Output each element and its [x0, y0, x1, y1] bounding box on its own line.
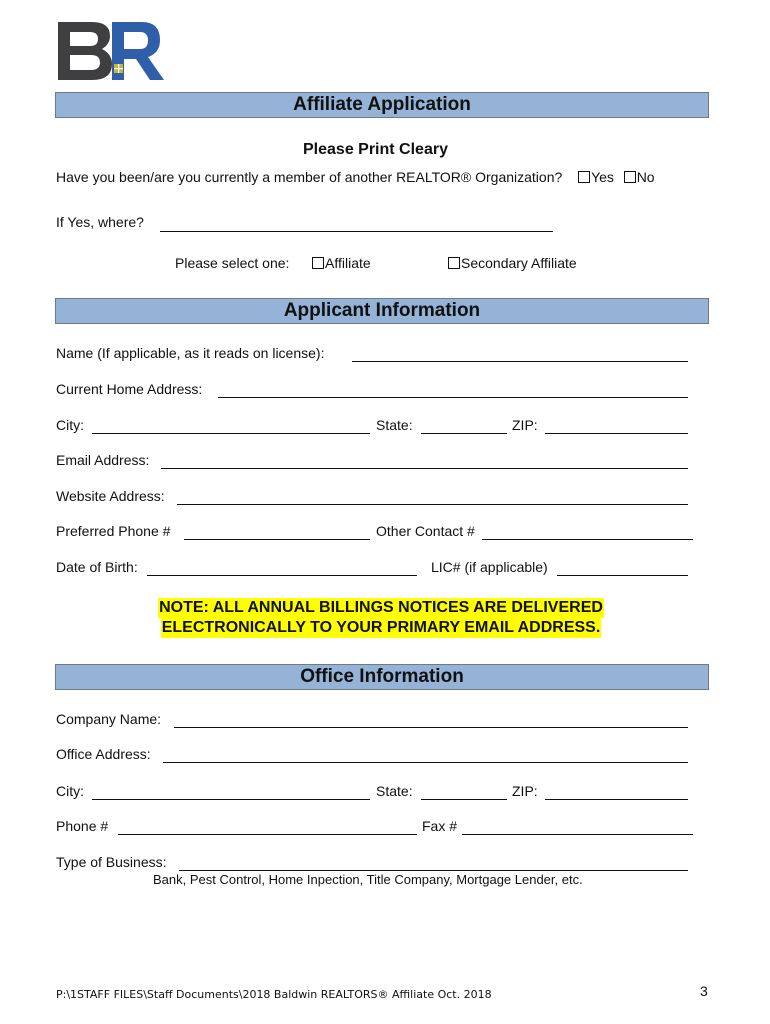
office-state-label: State: [376, 783, 413, 799]
yes-checkbox[interactable] [578, 171, 590, 183]
billing-note-line-2: ELECTRONICALLY TO YOUR PRIMARY EMAIL ADDRESS. [161, 619, 601, 636]
home-address-field[interactable] [218, 397, 688, 398]
applicant-information-banner [55, 298, 709, 324]
footer-file-path: P:\1STAFF FILES\Staff Documents\2018 Baldwin REALTORS® Affiliate Oct. 2018 [56, 988, 492, 1001]
select-one-label: Please select one: [175, 255, 290, 271]
no-checkbox[interactable] [624, 171, 636, 183]
membership-question-label: Have you been/are you currently a member of another REALTOR® Organization? [56, 169, 563, 185]
state-label: State: [376, 417, 413, 433]
print-note: Please Print Cleary [303, 141, 448, 158]
zip-label: ZIP: [512, 417, 538, 433]
billing-note [136, 598, 626, 638]
dob-field[interactable] [147, 575, 417, 576]
page-number: 3 [700, 983, 708, 999]
office-address-field[interactable] [163, 762, 688, 763]
zip-field[interactable] [545, 433, 688, 434]
office-city-field[interactable] [92, 799, 370, 800]
no-label: No [636, 169, 655, 185]
name-field[interactable] [352, 361, 688, 362]
affiliate-option [312, 255, 371, 271]
if-yes-label: If Yes, where? [56, 214, 144, 230]
lic-field[interactable] [557, 575, 688, 576]
applicant-information-title: Applicant Information [283, 300, 481, 321]
company-name-field[interactable] [174, 727, 688, 728]
affiliate-application-banner [55, 92, 709, 118]
logo-letter-b [58, 22, 112, 80]
company-name-label: Company Name: [56, 711, 162, 727]
fax-field[interactable] [462, 834, 693, 835]
yes-label: Yes [591, 169, 614, 185]
affiliate-application-title: Affiliate Application [293, 94, 471, 115]
billing-note-line-1: NOTE: ALL ANNUAL BILLINGS NOTICES ARE DELIVERED [159, 599, 603, 616]
office-phone-field[interactable] [118, 834, 417, 835]
email-field[interactable] [161, 468, 688, 469]
office-zip-field[interactable] [545, 799, 688, 800]
office-phone-label: Phone # [56, 818, 109, 834]
city-label: City: [56, 417, 84, 433]
business-type-label: Type of Business: [56, 854, 167, 870]
dob-label: Date of Birth: [56, 559, 138, 575]
office-city-label: City: [56, 783, 84, 799]
office-information-title: Office Information [300, 666, 464, 687]
office-state-field[interactable] [421, 799, 507, 800]
fax-label: Fax # [422, 818, 458, 834]
secondary-affiliate-checkbox[interactable] [448, 257, 460, 269]
membership-question [56, 169, 655, 185]
secondary-affiliate-label: Secondary Affiliate [461, 255, 577, 271]
state-field[interactable] [421, 433, 507, 434]
website-field[interactable] [177, 504, 688, 505]
city-field[interactable] [92, 433, 370, 434]
preferred-phone-label: Preferred Phone # [56, 523, 171, 539]
lic-label: LIC# (if applicable) [431, 559, 548, 575]
business-type-field[interactable] [179, 870, 688, 871]
office-zip-label: ZIP: [512, 783, 538, 799]
preferred-phone-field[interactable] [184, 539, 370, 540]
affiliate-checkbox[interactable] [312, 257, 324, 269]
home-address-label: Current Home Address: [56, 381, 203, 397]
affiliate-option-label: Affiliate [325, 255, 371, 271]
other-contact-label: Other Contact # [376, 523, 475, 539]
if-yes-field[interactable] [160, 231, 553, 232]
office-address-label: Office Address: [56, 746, 151, 762]
baldwin-realtors-logo [58, 22, 164, 80]
email-label: Email Address: [56, 452, 150, 468]
name-label: Name (If applicable, as it reads on license): [56, 345, 325, 361]
office-information-banner [55, 664, 709, 690]
secondary-affiliate-option [448, 255, 577, 271]
business-type-examples: Bank, Pest Control, Home Inpection, Title Company, Mortgage Lender, etc. [153, 872, 583, 887]
other-contact-field[interactable] [482, 539, 693, 540]
website-label: Website Address: [56, 488, 165, 504]
